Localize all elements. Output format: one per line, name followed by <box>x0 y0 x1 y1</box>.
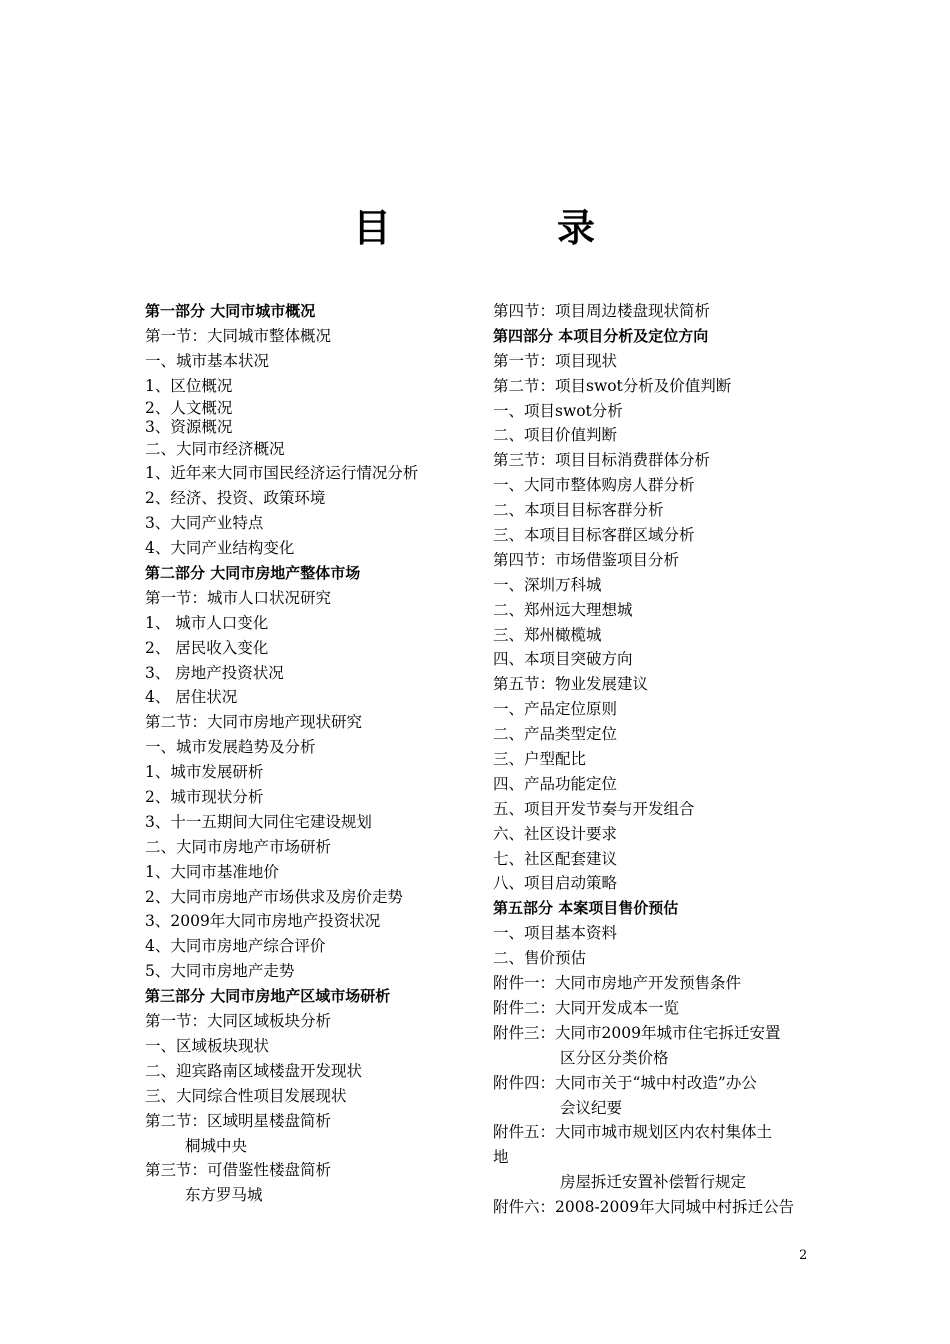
toc-entry: 地 <box>493 1148 509 1167</box>
toc-part-heading: 第二部分 大同市房地产整体市场 <box>145 564 361 583</box>
toc-part-heading: 第一部分 大同市城市概况 <box>145 302 316 320</box>
toc-entry: 3、2009年大同市房地产投资状况 <box>145 912 381 931</box>
toc-entry: 2、经济、投资、政策环境 <box>145 489 326 508</box>
toc-part-heading: 第五部分 本案项目售价预估 <box>493 899 679 918</box>
toc-entry: 附件六：2008-2009年大同城中村拆迁公告 <box>493 1198 795 1217</box>
toc-entry: 一、区域板块现状 <box>145 1036 270 1055</box>
toc-entry: 4、大同产业结构变化 <box>145 539 295 558</box>
toc-entry: 八、项目启动策略 <box>493 874 618 893</box>
toc-entry: 二、本项目目标客群分析 <box>493 501 664 520</box>
toc-entry: 四、产品功能定位 <box>493 774 618 793</box>
page-number: 2 <box>799 1248 808 1263</box>
toc-entry: 1、区位概况 <box>145 376 233 395</box>
toc-part-heading: 第四部分 本项目分析及定位方向 <box>493 326 709 345</box>
toc-entry: 4、大同市房地产综合评价 <box>145 937 326 956</box>
toc-entry: 4、 居住状况 <box>145 688 238 707</box>
toc-entry: 七、社区配套建议 <box>493 849 618 868</box>
toc-entry: 六、社区设计要求 <box>493 824 618 843</box>
page-title <box>0 200 950 260</box>
toc-entry: 二、大同市经济概况 <box>145 439 285 458</box>
toc-entry: 1、 城市人口变化 <box>145 613 269 632</box>
toc-entry: 附件四：大同市关于“城中村改造”办公 <box>493 1073 757 1092</box>
toc-left-column <box>145 299 475 1208</box>
toc-entry: 东方罗马城 <box>185 1186 263 1205</box>
toc-entry: 二、项目价值判断 <box>493 426 618 445</box>
toc-entry: 四、本项目突破方向 <box>493 650 633 669</box>
toc-entry: 二、售价预估 <box>493 949 587 968</box>
toc-entry: 一、大同市整体购房人群分析 <box>493 476 695 495</box>
toc-entry: 第二节：大同市房地产现状研究 <box>145 713 363 732</box>
toc-right-column <box>493 299 823 1220</box>
toc-entry: 一、城市基本状况 <box>145 351 270 370</box>
toc-entry: 二、迎宾路南区域楼盘开发现状 <box>145 1061 363 1080</box>
toc-entry: 二、郑州远大理想城 <box>493 600 633 619</box>
toc-entry: 区分区分类价格 <box>560 1048 669 1067</box>
toc-entry: 2、城市现状分析 <box>145 788 264 807</box>
toc-entry: 附件三：大同市2009年城市住宅拆迁安置 <box>493 1023 781 1042</box>
toc-entry: 2、人文概况 <box>145 398 233 417</box>
toc-entry: 第三节：项目目标消费群体分析 <box>493 451 711 470</box>
toc-part-heading: 第三部分 大同市房地产区域市场研析 <box>145 987 391 1006</box>
toc-entry: 附件五：大同市城市规划区内农村集体土 <box>493 1123 773 1142</box>
toc-entry: 第三节：可借鉴性楼盘简析 <box>145 1161 332 1180</box>
toc-entry: 第五节：物业发展建议 <box>493 675 649 694</box>
toc-entry: 附件二：大同开发成本一览 <box>493 998 680 1017</box>
toc-entry: 会议纪要 <box>560 1098 623 1117</box>
toc-entry: 一、产品定位原则 <box>493 700 618 719</box>
toc-entry: 三、郑州橄榄城 <box>493 625 602 644</box>
toc-entry: 1、近年来大同市国民经济运行情况分析 <box>145 464 419 483</box>
toc-entry: 二、产品类型定位 <box>493 725 618 744</box>
toc-entry: 三、大同综合性项目发展现状 <box>145 1086 347 1105</box>
toc-entry: 5、大同市房地产走势 <box>145 962 295 981</box>
toc-entry: 第一节：大同区域板块分析 <box>145 1012 332 1031</box>
toc-entry: 一、深圳万科城 <box>493 575 602 594</box>
toc-entry: 附件一：大同市房地产开发预售条件 <box>493 974 742 993</box>
toc-entry: 第四节：市场借鉴项目分析 <box>493 550 680 569</box>
toc-entry: 五、项目开发节奏与开发组合 <box>493 799 695 818</box>
toc-entry: 桐城中央 <box>185 1136 248 1155</box>
toc-entry: 第一节：项目现状 <box>493 351 618 370</box>
toc-entry: 二、大同市房地产市场研析 <box>145 837 332 856</box>
toc-entry: 第一节：城市人口状况研究 <box>145 588 332 607</box>
toc-entry: 3、资源概况 <box>145 417 233 436</box>
toc-entry: 3、 房地产投资状况 <box>145 663 284 682</box>
toc-entry: 第二节：区域明星楼盘简析 <box>145 1111 332 1130</box>
toc-entry: 3、十一五期间大同住宅建设规划 <box>145 812 372 831</box>
toc-entry: 三、本项目目标客群区域分析 <box>493 526 695 545</box>
toc-entry: 一、城市发展趋势及分析 <box>145 738 316 757</box>
toc-entry: 3、大同产业特点 <box>145 514 264 533</box>
toc-entry: 房屋拆迁安置补偿暂行规定 <box>560 1173 747 1192</box>
title-char-2: 录 <box>557 206 596 250</box>
toc-entry: 1、城市发展研析 <box>145 763 264 782</box>
toc-entry: 2、 居民收入变化 <box>145 638 269 657</box>
toc-entry: 三、户型配比 <box>493 750 587 769</box>
toc-entry: 第二节：项目swot分析及价值判断 <box>493 376 732 395</box>
toc-entry: 一、项目swot分析 <box>493 401 623 420</box>
toc-entry: 第四节：项目周边楼盘现状简析 <box>493 302 711 320</box>
toc-entry: 1、大同市基准地价 <box>145 862 279 881</box>
title-char-1: 目 <box>353 206 392 250</box>
toc-entry: 第一节：大同城市整体概况 <box>145 326 332 345</box>
toc-entry: 2、大同市房地产市场供求及房价走势 <box>145 887 403 906</box>
toc-entry: 一、项目基本资料 <box>493 924 618 943</box>
